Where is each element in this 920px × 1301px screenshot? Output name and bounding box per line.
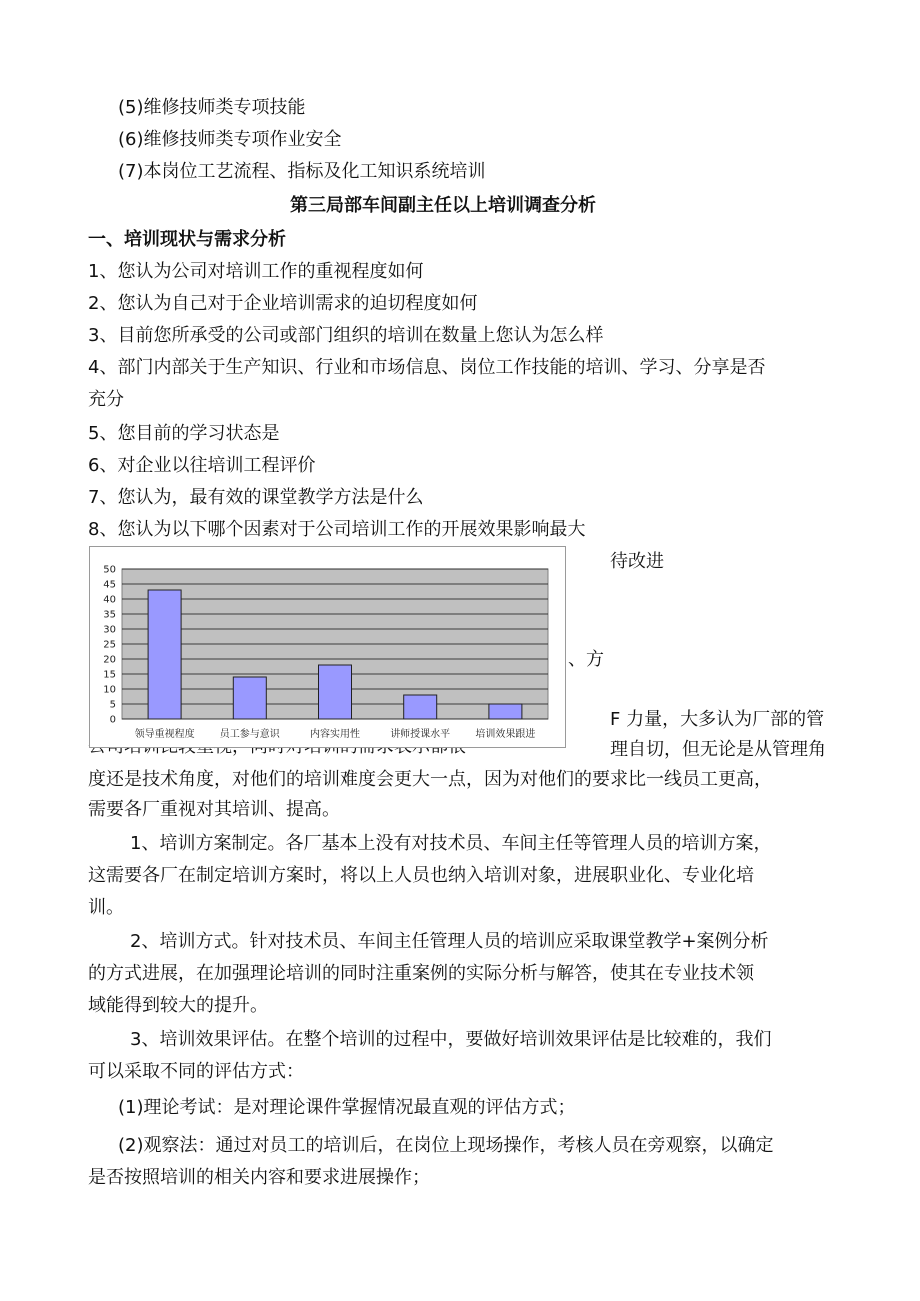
- paragraph-line: 的方式进展，在加强理论培训的同时注重案例的实际分析与解答，使其在专业技术领: [88, 963, 754, 984]
- paragraph-line: 是否按照培训的相关内容和要求进展操作；: [88, 1167, 430, 1188]
- x-tick-label: 讲师授课水平: [390, 729, 451, 740]
- x-tick-label: 内容实用性: [310, 729, 360, 740]
- y-tick-label: 25: [103, 639, 116, 651]
- x-tick-label: 培训效果跟进: [475, 729, 536, 740]
- y-tick-label: 30: [103, 624, 116, 636]
- question-line: 5、您目前的学习状态是: [88, 423, 280, 444]
- y-tick-label: 50: [103, 564, 116, 576]
- paragraph-line: (1)理论考试：是对理论课件掌握情况最直观的评估方式；: [118, 1097, 576, 1118]
- bar: [233, 677, 266, 719]
- x-tick-label: 领导重视程度: [134, 729, 195, 740]
- y-tick-label: 45: [103, 579, 116, 591]
- question-line: 2、您认为自己对于企业培训需求的迫切程度如何: [88, 293, 478, 314]
- text-line: (5)维修技师类专项技能: [118, 97, 306, 118]
- paragraph-line: 需要各厂重视对其培训、提高。: [88, 799, 340, 820]
- side-text: F 力量，大多认为厂部的管: [610, 709, 825, 730]
- bar: [489, 704, 522, 719]
- x-tick-label: 员工参与意识: [219, 729, 280, 740]
- side-text: 、方: [568, 649, 604, 670]
- question-line: 充分: [88, 389, 124, 410]
- section-title: 第三局部车间副主任以上培训调查分析: [290, 195, 596, 216]
- question-line: 3、目前您所承受的公司或部门组织的培训在数量上您认为怎么样: [88, 325, 604, 346]
- paragraph-line: 这需要各厂在制定培训方案时，将以上人员也纳入培训对象，进展职业化、专业化培: [88, 865, 754, 886]
- question-line: 4、部门内部关于生产知识、行业和市场信息、岗位工作技能的培训、学习、分享是否: [88, 357, 766, 378]
- y-tick-label: 35: [103, 609, 116, 621]
- text-line: (6)维修技师类专项作业安全: [118, 129, 342, 150]
- paragraph-line: 度还是技术角度，对他们的培训难度会更大一点，因为对他们的要求比一线员工更高，: [88, 769, 772, 790]
- paragraph-line: 3、培训效果评估。在整个培训的过程中，要做好培训效果评估是比较难的，我们: [130, 1029, 772, 1050]
- paragraph-line: 1、培训方案制定。各厂基本上没有对技术员、车间主任等管理人员的培训方案，: [130, 833, 772, 854]
- bar: [148, 590, 181, 719]
- y-tick-label: 15: [103, 669, 116, 681]
- side-text: 理自切，但无论是从管理角: [610, 739, 826, 760]
- paragraph-line: 可以采取不同的评估方式：: [88, 1061, 304, 1082]
- bar: [319, 665, 352, 719]
- y-tick-label: 10: [103, 684, 116, 696]
- paragraph-line: 训。: [88, 897, 124, 918]
- question-line: 7、您认为，最有效的课堂教学方法是什么: [88, 487, 424, 508]
- question-line: 6、对企业以往培训工程评价: [88, 455, 316, 476]
- paragraph-line: (2)观察法：通过对员工的培训后，在岗位上现场操作，考核人员在旁观察，以确定: [118, 1135, 774, 1156]
- y-tick-label: 40: [103, 594, 116, 606]
- side-text: 待改进: [610, 551, 664, 572]
- y-tick-label: 0: [109, 714, 116, 726]
- bar: [404, 695, 437, 719]
- paragraph-line: 2、培训方式。针对技术员、车间主任管理人员的培训应采取课堂教学+案例分析: [130, 931, 769, 952]
- text-line: (7)本岗位工艺流程、指标及化工知识系统培训: [118, 161, 486, 182]
- bar-chart: [89, 546, 566, 748]
- y-tick-label: 5: [109, 699, 116, 711]
- question-line: 1、您认为公司对培训工作的重视程度如何: [88, 261, 424, 282]
- heading: 一、培训现状与需求分析: [88, 229, 286, 250]
- question-line: 8、您认为以下哪个因素对于公司培训工作的开展效果影响最大: [88, 519, 586, 540]
- y-tick-label: 20: [103, 654, 116, 666]
- paragraph-line: 域能得到较大的提升。: [88, 995, 268, 1016]
